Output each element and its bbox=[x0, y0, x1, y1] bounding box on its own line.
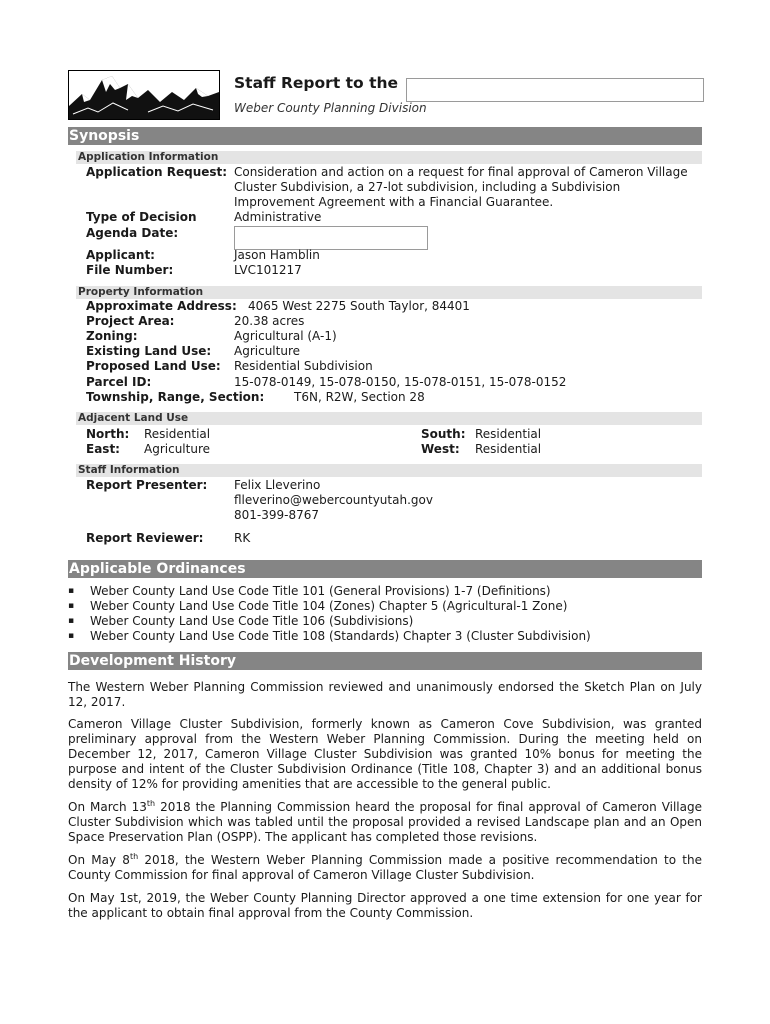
existing-land-use-value: Agriculture bbox=[234, 344, 300, 358]
bullet-icon: ▪ bbox=[68, 586, 75, 596]
applicant-value: Jason Hamblin bbox=[234, 248, 320, 262]
bullet-icon: ▪ bbox=[68, 601, 75, 611]
list-item: ▪ Weber County Land Use Code Title 108 (Standards) Chapter 3 (Cluster Subdivision) bbox=[68, 629, 591, 643]
report-presenter-email[interactable]: flleverino@webercountyutah.gov bbox=[234, 493, 433, 507]
proposed-land-use-value: Residential Subdivision bbox=[234, 359, 373, 373]
applicant-label: Applicant: bbox=[86, 248, 155, 262]
township-range-section-value: T6N, R2W, Section 28 bbox=[294, 390, 425, 404]
bullet-icon: ▪ bbox=[68, 631, 75, 641]
agenda-date-field[interactable] bbox=[234, 226, 428, 250]
history-paragraph-5: On May 1st, 2019, the Weber County Planning Director approved a one time extension for one year for the applicant to obtain final approval from the County Commission. bbox=[68, 891, 702, 920]
approximate-address-label: Approximate Address: bbox=[86, 299, 237, 313]
proposed-land-use-label: Proposed Land Use: bbox=[86, 359, 221, 373]
parcel-id-label: Parcel ID: bbox=[86, 375, 152, 389]
type-of-decision-value: Administrative bbox=[234, 210, 322, 224]
agenda-date-label: Agenda Date: bbox=[86, 226, 179, 240]
page-title: Staff Report to the bbox=[234, 74, 399, 92]
history-paragraph-4: On May 8th 2018, the Western Weber Planning Commission made a positive recommendation to the County Commission for final approval of Cameron Village Cluster Subdivision. bbox=[68, 852, 703, 882]
applicable-ordinances-heading: Applicable Ordinances bbox=[68, 560, 702, 578]
adjacent-land-use-heading: Adjacent Land Use bbox=[76, 412, 702, 425]
type-of-decision-label: Type of Decision bbox=[86, 210, 197, 224]
list-item: ▪ Weber County Land Use Code Title 101 (General Provisions) 1-7 (Definitions) bbox=[68, 584, 551, 598]
parcel-id-value: 15-078-0149, 15-078-0150, 15-078-0151, 15-078-0152 bbox=[234, 375, 567, 389]
bullet-icon: ▪ bbox=[68, 616, 75, 626]
south-value: Residential bbox=[475, 427, 542, 441]
report-presenter-label: Report Presenter: bbox=[86, 478, 208, 492]
ordinance-list bbox=[68, 584, 591, 644]
development-history-heading: Development History bbox=[68, 652, 702, 670]
report-recipient-field[interactable] bbox=[406, 78, 704, 102]
report-presenter-phone: 801-399-8767 bbox=[234, 508, 320, 522]
report-reviewer-label: Report Reviewer: bbox=[86, 531, 204, 545]
history-paragraph-3: On March 13th 2018 the Planning Commission heard the proposal for final approval of Cameron Village Cluster Subdivision which was tabled until the proposal provided a revised Landscape plan and an Open Space Preservation Plan (OSPP). The applicant has completed those revisions. bbox=[68, 799, 702, 844]
township-range-section-label: Township, Range, Section: bbox=[86, 390, 265, 404]
application-info-heading: Application Information bbox=[76, 151, 702, 164]
list-item: ▪ Weber County Land Use Code Title 106 (Subdivisions) bbox=[68, 614, 414, 628]
south-label: South: bbox=[421, 427, 466, 441]
project-area-label: Project Area: bbox=[86, 314, 175, 328]
history-paragraph-2: Cameron Village Cluster Subdivision, formerly known as Cameron Cove Subdivision, was granted preliminary approval from the Western Weber Planning Commission. During the meeting held on December 12, 2017, Cameron Village Cluster Subdivision was granted 10% bonus for meeting the purpose and intent of the Cluster Subdivision Ordinance (Title 108, Chapter 3) and an additional bonus density of 12% for providing amenities that are accessible to the general public. bbox=[68, 717, 702, 791]
property-info-heading: Property Information bbox=[76, 286, 702, 299]
zoning-label: Zoning: bbox=[86, 329, 138, 343]
west-label: West: bbox=[421, 442, 460, 456]
list-item: ▪ Weber County Land Use Code Title 104 (Zones) Chapter 5 (Agricultural-1 Zone) bbox=[68, 599, 568, 613]
file-number-value: LVC101217 bbox=[234, 263, 302, 277]
east-value: Agriculture bbox=[144, 442, 210, 456]
north-value: Residential bbox=[144, 427, 211, 441]
zoning-value: Agricultural (A-1) bbox=[234, 329, 337, 343]
east-label: East: bbox=[86, 442, 120, 456]
page-subtitle: Weber County Planning Division bbox=[234, 101, 427, 115]
approximate-address-value: 4065 West 2275 South Taylor, 84401 bbox=[248, 299, 470, 313]
mountain-logo-icon bbox=[68, 70, 220, 120]
history-paragraph-1: The Western Weber Planning Commission reviewed and unanimously endorsed the Sketch Plan on July 12, 2017. bbox=[68, 680, 702, 709]
report-reviewer-value: RK bbox=[234, 531, 251, 545]
staff-info-heading: Staff Information bbox=[76, 464, 702, 477]
synopsis-heading: Synopsis bbox=[68, 127, 702, 145]
west-value: Residential bbox=[475, 442, 542, 456]
existing-land-use-label: Existing Land Use: bbox=[86, 344, 212, 358]
report-presenter-name: Felix Lleverino bbox=[234, 478, 321, 492]
file-number-label: File Number: bbox=[86, 263, 174, 277]
application-request-value: Consideration and action on a request for final approval of Cameron Village Cluster Subdivision, a 27-lot subdivision, including a Subdivision Improvement Agreement with a Financial Guarantee. bbox=[234, 165, 688, 209]
north-label: North: bbox=[86, 427, 130, 441]
project-area-value: 20.38 acres bbox=[234, 314, 305, 328]
application-request-label: Application Request: bbox=[86, 165, 228, 179]
